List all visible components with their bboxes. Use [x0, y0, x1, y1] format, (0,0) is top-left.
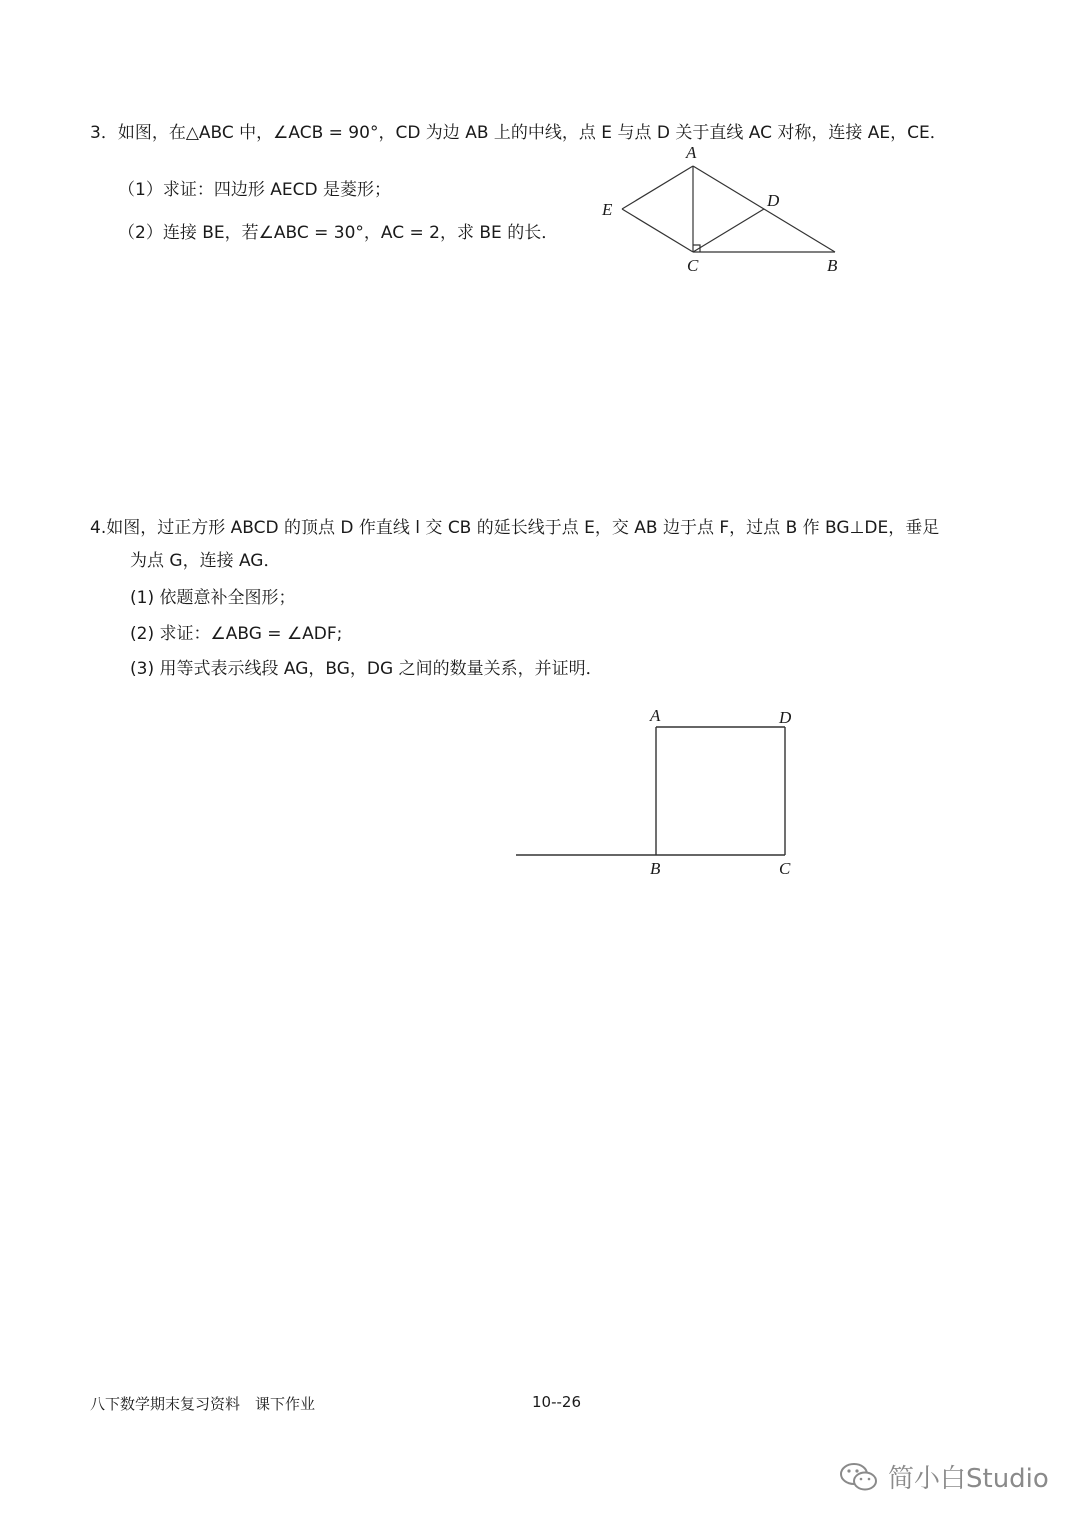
label-B-fig3: B [827, 256, 838, 275]
problem3-part1: （1）求证：四边形 AECD 是菱形； [118, 180, 391, 200]
right-angle-mark [693, 245, 700, 252]
segment-CD [693, 209, 764, 252]
label-A-fig3: A [686, 143, 697, 162]
label-D-fig4: D [779, 708, 792, 727]
label-E-fig3: E [602, 200, 613, 219]
problem4-part3: (3) 用等式表示线段 AG，BG，DG 之间的数量关系，并证明． [130, 659, 603, 679]
problem4-part2: (2) 求证：∠ABG = ∠ADF; [130, 624, 343, 644]
segment-AE [622, 166, 693, 209]
label-C-fig4: C [779, 859, 791, 878]
footer-title: 八下数学期末复习资料 课下作业 [90, 1395, 316, 1413]
label-A-fig4: A [650, 706, 661, 725]
problem3-stem: 3．如图，在△ABC 中，∠ACB = 90°，CD 为边 AB 上的中线，点 E 与点 D 关于直线 AC 对称，连接 AE，CE． [90, 123, 947, 143]
problem4-part1: (1) 依题意补全图形； [130, 588, 296, 608]
segment-AB [693, 166, 835, 252]
watermark [838, 1458, 1049, 1495]
problem3-part2: （2）连接 BE，若∠ABC = 30°，AC = 2，求 BE 的长． [118, 223, 559, 243]
problem4-stem-line2: 为点 G，连接 AG． [130, 551, 281, 571]
segment-EC [622, 209, 693, 252]
watermark-text: 简小白Studio [888, 1464, 1049, 1494]
page-number: 10--26 [532, 1393, 581, 1411]
wechat-icon [838, 1460, 880, 1494]
problem4-stem-line1: 4.如图，过正方形 ABCD 的顶点 D 作直线 l 交 CB 的延长线于点 E，交 AB 边于点 F，过点 B 作 BG⊥DE，垂足 [90, 518, 940, 538]
label-B-fig4: B [650, 859, 661, 878]
label-D-fig3: D [767, 191, 780, 210]
label-C-fig3: C [687, 256, 699, 275]
